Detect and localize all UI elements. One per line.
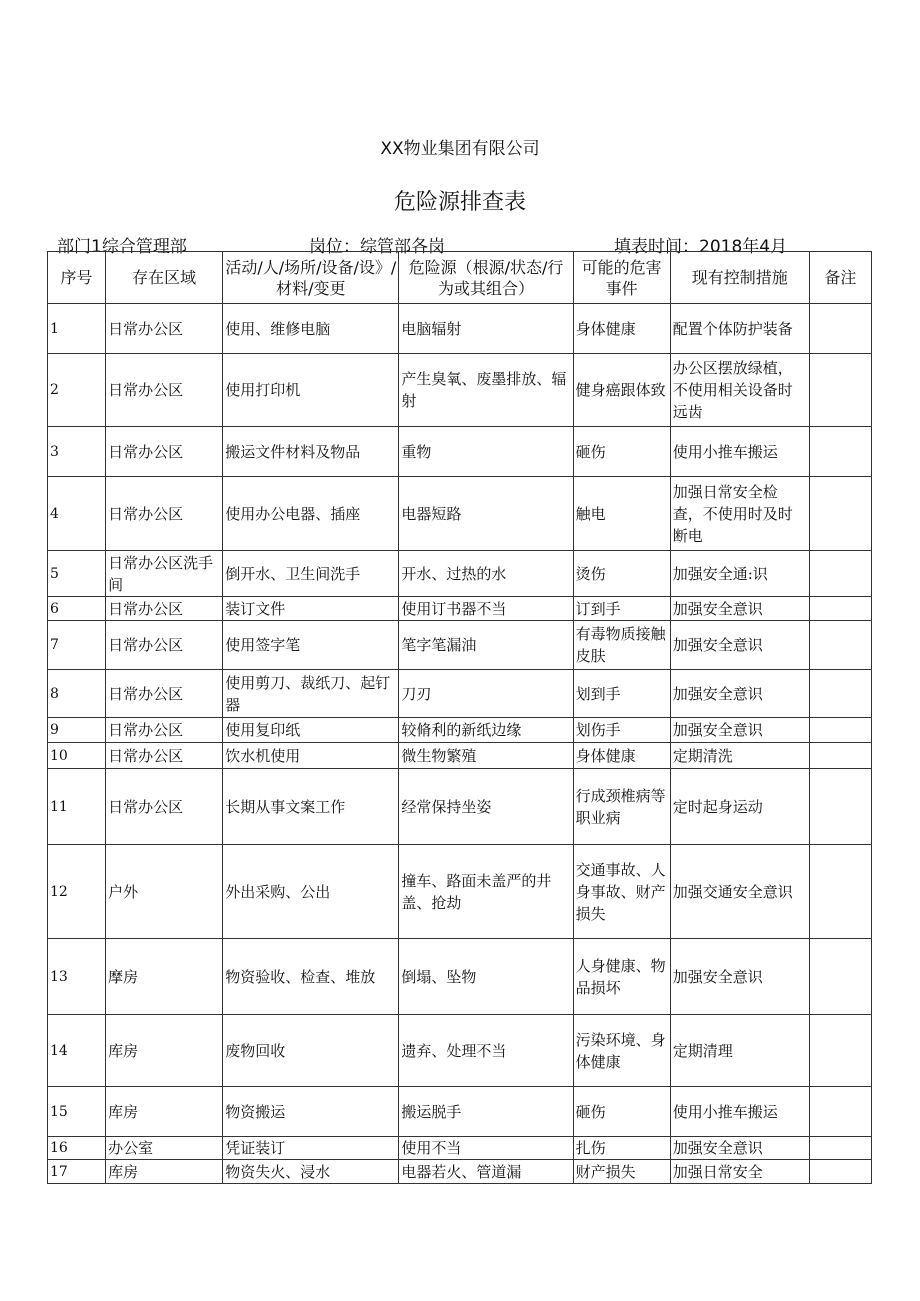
cell-activity: 物资搬运	[223, 1087, 399, 1137]
table-row	[48, 597, 872, 621]
cell-activity: 使用打印机	[223, 354, 399, 427]
cell-area: 库房	[106, 1160, 223, 1184]
cell-control: 加强安全意识	[670, 621, 809, 670]
cell-hazard: 电器短路	[399, 477, 573, 551]
col-header-control: 现有控制措施	[670, 252, 809, 304]
cell-remark	[809, 939, 871, 1015]
cell-area: 日常办公区	[106, 427, 223, 477]
cell-remark	[809, 354, 871, 427]
cell-event: 污染环境、身体健康	[573, 1015, 670, 1087]
cell-no: 6	[48, 597, 106, 621]
cell-hazard: 使用订书器不当	[399, 597, 573, 621]
table-row	[48, 551, 872, 597]
table-row	[48, 845, 872, 939]
cell-remark	[809, 1087, 871, 1137]
col-header-hazard: 危险源（根源/状态/行为或其组合）	[399, 252, 573, 304]
table-row	[48, 1087, 872, 1137]
cell-activity: 长期从事文案工作	[223, 769, 399, 845]
cell-no: 10	[48, 743, 106, 769]
cell-event: 身体健康	[573, 743, 670, 769]
cell-control: 加强安全意识	[670, 597, 809, 621]
cell-hazard: 使用不当	[399, 1137, 573, 1160]
cell-activity: 使用签字笔	[223, 621, 399, 670]
cell-control: 加强安全意识	[670, 670, 809, 718]
cell-control: 定期清理	[670, 1015, 809, 1087]
col-header-event: 可能的危害事件	[573, 252, 670, 304]
table-row	[48, 1137, 872, 1160]
cell-remark	[809, 670, 871, 718]
cell-event: 划到手	[573, 670, 670, 718]
cell-hazard: 重物	[399, 427, 573, 477]
table-row	[48, 939, 872, 1015]
cell-control: 加强日常安全	[670, 1160, 809, 1184]
cell-control: 定期清洗	[670, 743, 809, 769]
cell-no: 7	[48, 621, 106, 670]
cell-no: 14	[48, 1015, 106, 1087]
cell-activity: 饮水机使用	[223, 743, 399, 769]
col-header-no: 序号	[48, 252, 106, 304]
cell-no: 15	[48, 1087, 106, 1137]
table-row	[48, 1015, 872, 1087]
cell-no: 1	[48, 304, 106, 354]
cell-area: 办公室	[106, 1137, 223, 1160]
cell-no: 5	[48, 551, 106, 597]
cell-event: 财产损失	[573, 1160, 670, 1184]
cell-control: 定时起身运动	[670, 769, 809, 845]
cell-remark	[809, 477, 871, 551]
cell-event: 健身癌跟体致	[573, 354, 670, 427]
cell-activity: 使用办公电器、插座	[223, 477, 399, 551]
cell-area: 日常办公区	[106, 670, 223, 718]
cell-remark	[809, 304, 871, 354]
cell-hazard: 倒塌、坠物	[399, 939, 573, 1015]
department-label: 部门1综合管理部	[57, 237, 187, 257]
cell-activity: 废物回收	[223, 1015, 399, 1087]
cell-no: 11	[48, 769, 106, 845]
cell-event: 砸伤	[573, 427, 670, 477]
post-label: 岗位：综管部各岗	[309, 237, 445, 257]
cell-activity: 外出采购、公出	[223, 845, 399, 939]
fill-date-label: 填表时间：2018年4月	[614, 237, 788, 257]
cell-area: 日常办公区	[106, 743, 223, 769]
cell-event: 砸伤	[573, 1087, 670, 1137]
cell-event: 有毒物质接触皮肤	[573, 621, 670, 670]
cell-remark	[809, 597, 871, 621]
cell-control: 加强交通安全意识	[670, 845, 809, 939]
cell-activity: 凭证装订	[223, 1137, 399, 1160]
table-row	[48, 769, 872, 845]
col-header-area: 存在区域	[106, 252, 223, 304]
cell-remark	[809, 621, 871, 670]
cell-hazard: 微生物繁殖	[399, 743, 573, 769]
cell-activity: 物资验收、检查、堆放	[223, 939, 399, 1015]
cell-control: 使用小推车搬运	[670, 1087, 809, 1137]
cell-no: 13	[48, 939, 106, 1015]
cell-remark	[809, 1015, 871, 1087]
cell-hazard: 较脩利的新纸边缘	[399, 718, 573, 743]
cell-activity: 搬运文件材料及物品	[223, 427, 399, 477]
cell-area: 日常办公区洗手间	[106, 551, 223, 597]
cell-hazard: 经常保持坐姿	[399, 769, 573, 845]
document-title: 危险源排查表	[393, 190, 526, 215]
cell-no: 8	[48, 670, 106, 718]
col-header-remark: 备注	[809, 252, 871, 304]
table-row	[48, 304, 872, 354]
cell-control: 加强安全意识	[670, 718, 809, 743]
cell-activity: 装订文件	[223, 597, 399, 621]
cell-no: 12	[48, 845, 106, 939]
table-row	[48, 354, 872, 427]
cell-no: 3	[48, 427, 106, 477]
cell-area: 日常办公区	[106, 718, 223, 743]
cell-no: 16	[48, 1137, 106, 1160]
cell-area: 日常办公区	[106, 304, 223, 354]
cell-area: 日常办公区	[106, 597, 223, 621]
cell-area: 日常办公区	[106, 769, 223, 845]
cell-remark	[809, 769, 871, 845]
cell-hazard: 电脑辐射	[399, 304, 573, 354]
cell-remark	[809, 718, 871, 743]
cell-control: 办公区摆放绿植，不使用相关设备时远齿	[670, 354, 809, 427]
cell-area: 库房	[106, 1087, 223, 1137]
cell-area: 日常办公区	[106, 621, 223, 670]
cell-event: 交通事故、人身事故、财产损失	[573, 845, 670, 939]
cell-activity: 使用复印纸	[223, 718, 399, 743]
cell-control: 配置个体防护装备	[670, 304, 809, 354]
cell-hazard: 搬运脱手	[399, 1087, 573, 1137]
cell-activity: 物资失火、浸水	[223, 1160, 399, 1184]
col-header-activity: 活动/人/场所/设备/设》/材料/变更	[223, 252, 399, 304]
cell-hazard: 电器若火、管道漏	[399, 1160, 573, 1184]
cell-activity: 使用剪刀、裁纸刀、起钉器	[223, 670, 399, 718]
cell-remark	[809, 845, 871, 939]
table-row	[48, 718, 872, 743]
hazard-table	[47, 251, 872, 1184]
table-row	[48, 477, 872, 551]
cell-activity: 倒开水、卫生间洗手	[223, 551, 399, 597]
cell-remark	[809, 551, 871, 597]
company-name: XX物业集团有限公司	[380, 139, 540, 159]
cell-remark	[809, 1137, 871, 1160]
cell-hazard: 刀刃	[399, 670, 573, 718]
table-body	[48, 304, 872, 1184]
cell-event: 行成颈椎病等职业病	[573, 769, 670, 845]
cell-hazard: 撞车、路面未盖严的井盖、抢劫	[399, 845, 573, 939]
cell-no: 17	[48, 1160, 106, 1184]
table-header-row	[48, 252, 872, 304]
table-row	[48, 1160, 872, 1184]
cell-hazard: 产生臭氧、废墨排放、辐射	[399, 354, 573, 427]
cell-area: 户外	[106, 845, 223, 939]
cell-activity: 使用、维修电脑	[223, 304, 399, 354]
cell-hazard: 笔字笔漏油	[399, 621, 573, 670]
cell-event: 订到手	[573, 597, 670, 621]
cell-event: 扎伤	[573, 1137, 670, 1160]
table-row	[48, 427, 872, 477]
cell-remark	[809, 743, 871, 769]
table-row	[48, 670, 872, 718]
cell-control: 加强安全意识	[670, 1137, 809, 1160]
cell-hazard: 遗弃、处理不当	[399, 1015, 573, 1087]
cell-remark	[809, 427, 871, 477]
cell-no: 4	[48, 477, 106, 551]
cell-event: 触电	[573, 477, 670, 551]
cell-hazard: 开水、过热的水	[399, 551, 573, 597]
table-row	[48, 743, 872, 769]
cell-area: 摩房	[106, 939, 223, 1015]
table-row	[48, 621, 872, 670]
cell-event: 烫伤	[573, 551, 670, 597]
cell-event: 人身健康、物品损坏	[573, 939, 670, 1015]
cell-area: 日常办公区	[106, 477, 223, 551]
cell-control: 加强安全通:识	[670, 551, 809, 597]
cell-control: 加强安全意识	[670, 939, 809, 1015]
cell-event: 划伤手	[573, 718, 670, 743]
cell-area: 库房	[106, 1015, 223, 1087]
cell-no: 9	[48, 718, 106, 743]
cell-area: 日常办公区	[106, 354, 223, 427]
cell-no: 2	[48, 354, 106, 427]
cell-control: 使用小推车搬运	[670, 427, 809, 477]
cell-remark	[809, 1160, 871, 1184]
cell-event: 身体健康	[573, 304, 670, 354]
cell-control: 加强日常安全检查，不使用时及时断电	[670, 477, 809, 551]
